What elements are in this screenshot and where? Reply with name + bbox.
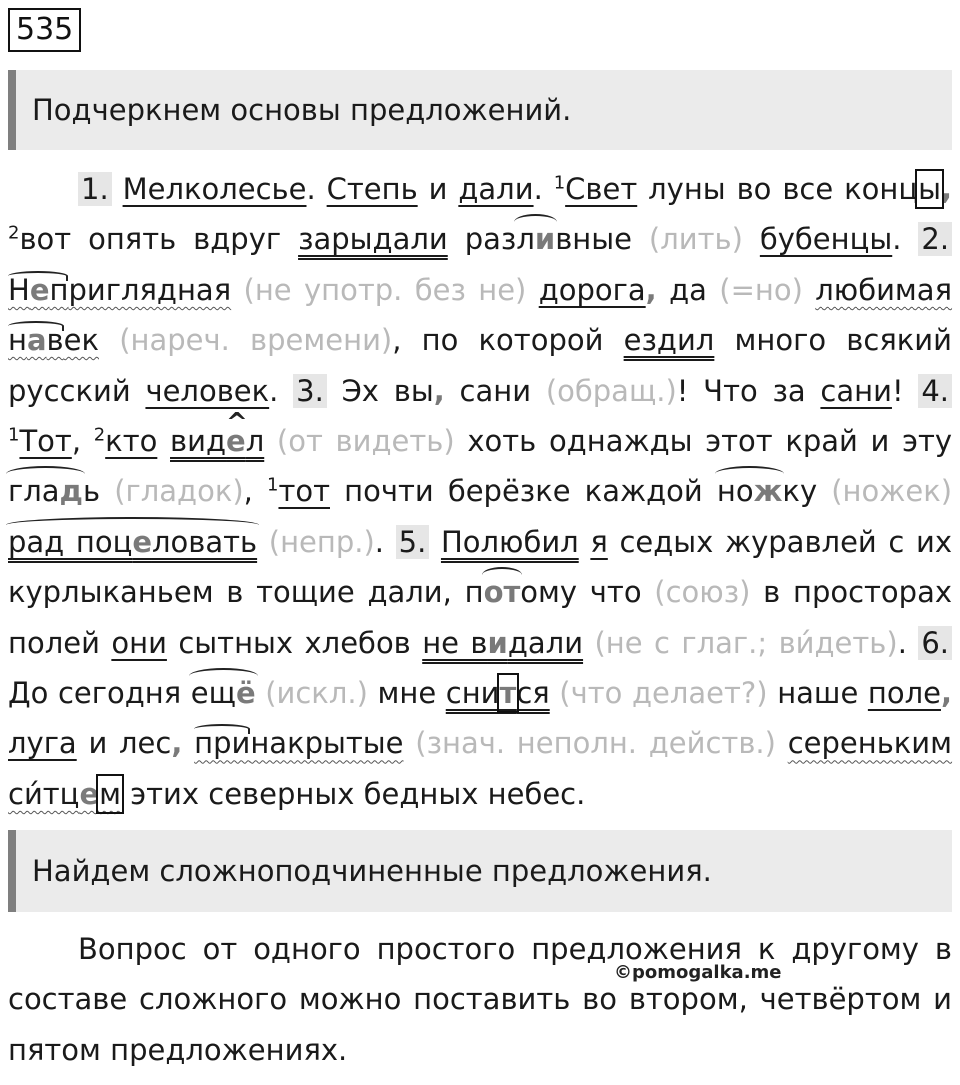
text: , [71,424,82,459]
subject: Мелколесье [122,172,307,206]
text: седых журавлей с их [619,524,953,559]
subject: луга [8,726,77,761]
exercise-text [8,164,952,819]
word: разливные [464,222,632,257]
text: . [533,172,543,206]
word: гладь [8,474,101,509]
section-heading: Подчеркнем основы предложений. [8,70,952,150]
text: . [576,776,586,811]
grammar-note: (гладок) [114,474,244,509]
grammar-note: (нареч. времени) [119,323,393,358]
part-index: 2 [8,222,20,244]
sentence-number: 4. [918,374,952,408]
text: Эх вы [341,373,434,408]
text: курлыканьем в тощие дали, п [8,575,484,610]
subject: дали [458,172,534,206]
text: . [892,222,902,257]
text: русский [8,373,131,408]
word: ножку [716,474,818,509]
grammar-note: (что делает?) [559,676,768,711]
predicate: зарыдали [298,222,448,257]
part-index: 1 [553,172,566,194]
grammar-note: (союз) [654,575,751,610]
root-arc: от [483,575,521,610]
prefix-mark: нав [8,323,64,358]
sentence-number: 1. [78,172,112,206]
task-number: 535 [8,8,81,52]
subject: Тот [19,424,72,459]
text: да [669,272,707,307]
object-word: си́тцем [8,776,121,811]
text: ! [891,373,904,408]
grammar-note: (не с глаг.; ви́деть) [594,625,898,660]
participle-word: принакрытые [194,726,404,761]
definition-word: любимая [815,272,953,307]
grammar-note: (=но) [719,272,803,307]
predicate: Полюбил [440,524,579,559]
text: ому что [520,575,642,610]
grammar-note: (непр.) [268,524,375,559]
root-arc: рад поцеловать [8,524,258,559]
conclusion-text [8,924,952,1075]
subject: я [590,524,608,559]
part-index: 2 [93,424,106,446]
predicate: не видали [422,625,584,660]
text: Вопрос от одного простого предложения к другому в составе сложного можно поставить во втором, четвёртом и пятом предложениях. [8,932,952,1067]
subject: бубенцы [759,222,893,257]
text: хоть однажды этот край и эту [467,424,953,459]
subject: Свет [565,172,638,206]
subject: сани [820,373,892,408]
comma-mark: , [645,272,657,307]
text: много всякий [734,323,952,358]
ending-box: ы [918,172,941,206]
text: луны во все конц [648,172,919,206]
predicate [8,525,257,559]
text: , [243,474,253,509]
root-arc: ли [516,222,556,257]
text: в просторах [763,575,953,610]
text: сытных хлебов [178,625,411,660]
predicate: ездил [623,323,715,358]
text: . [306,172,316,206]
sentence-number: 5. [396,525,430,559]
grammar-note: (знач. неполн. действ.) [415,726,776,761]
adverb-word: навек [8,323,99,358]
suffix-mark: ^ е [226,424,246,458]
grammar-note: (от видеть) [276,424,455,459]
text: . [269,373,279,408]
text: полей [8,625,100,660]
text: наше [777,676,859,711]
sentence-number: 6. [918,626,952,660]
comma-mark: , [433,373,445,408]
prefix-mark: Неп [8,272,69,307]
root-arc: глад [8,474,83,509]
text: мне [377,676,437,711]
section-heading: Найдем сложноподчиненные предложения. [8,830,952,912]
text: и [428,172,448,206]
sentence-number: 3. [293,374,327,408]
grammar-note: (лить) [648,222,743,257]
watermark: ©pomogalka.me [614,962,782,983]
subject: человек [145,373,270,408]
root-arc: нож [716,474,783,509]
text: этих северных бедных небес [130,776,577,811]
part-index: 1 [267,474,279,496]
prefix-mark: при [194,726,251,761]
grammar-note: (искл.) [265,676,368,711]
comma-mark: , [940,676,952,711]
text: сани [459,373,532,408]
subject: тот [278,474,330,509]
definition-word: Неприглядная [8,272,232,307]
definition-word: сереньким [787,726,953,761]
root-arc: ещё [190,676,256,711]
predicate: снится [445,676,550,711]
text: почти берёзке каждой [344,474,703,509]
sentence-number: 2. [918,222,952,256]
subject: кто [105,424,158,459]
text: и лес [88,726,172,761]
ending-box: т [499,676,517,711]
text: . [897,625,907,660]
text: , по которой [392,323,604,358]
ending-box: м [99,776,121,811]
text: До сегодня [8,676,182,711]
predicate: вид^ ел [170,424,264,458]
text: ! Что за [676,373,806,408]
subject: дорога [538,272,646,307]
text: . [374,524,384,559]
grammar-note: (ножек) [831,474,953,509]
grammar-note: (не употр. без не) [243,272,527,307]
comma-mark: , [171,726,183,761]
grammar-note: (обращ.) [545,373,677,408]
subject: они [111,625,167,660]
part-index: 1 [8,424,20,446]
comma-mark: , [940,172,952,206]
text: вот опять вдруг [19,222,282,257]
subject: Степь [326,172,418,206]
subject: поле [867,676,941,711]
